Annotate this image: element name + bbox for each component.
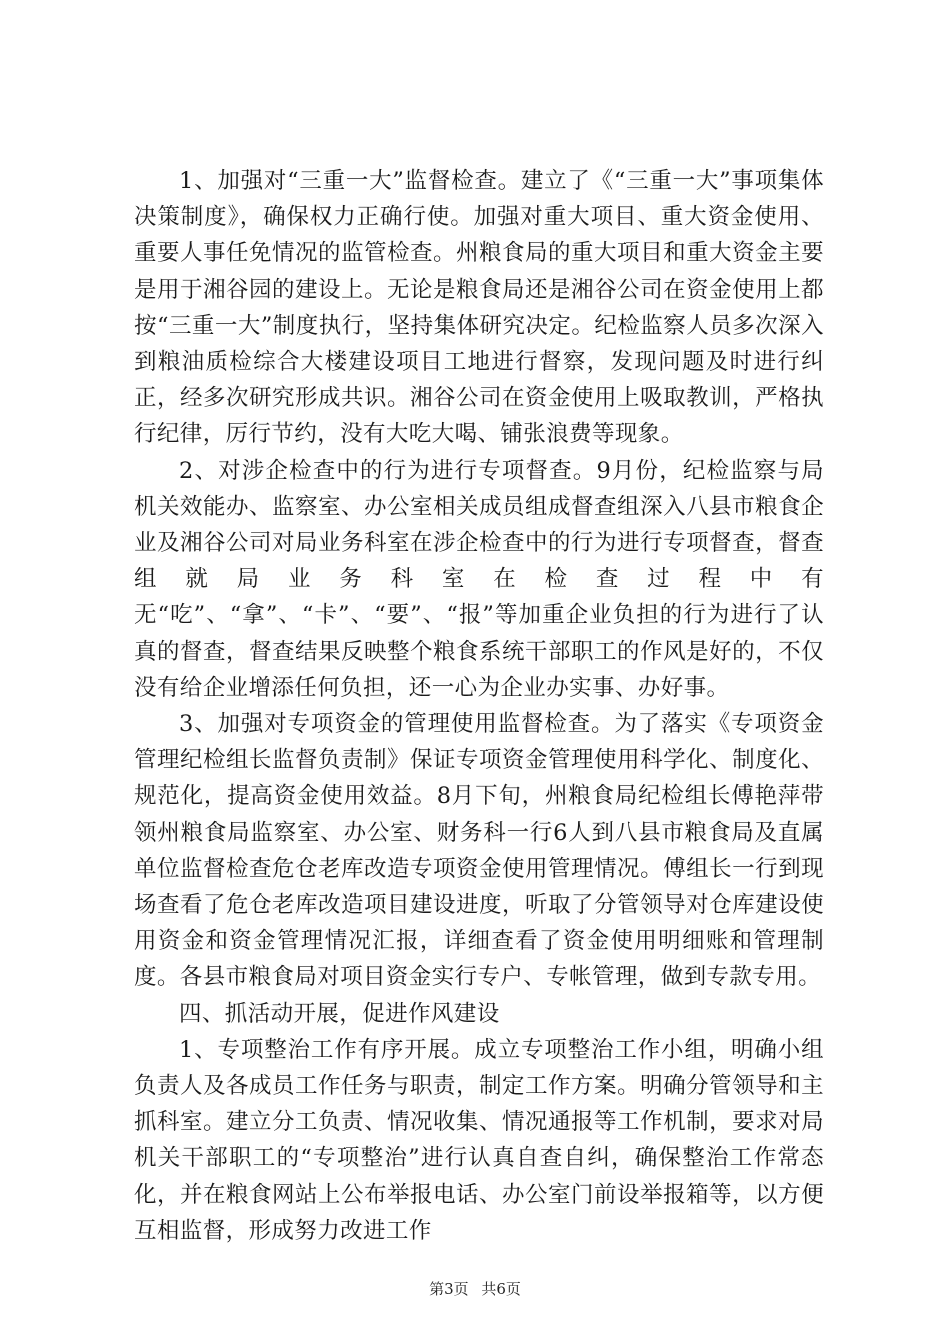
page-number: 第3页 — [429, 1280, 469, 1298]
paragraph-2: 2、对涉企检查中的行为进行专项督查。9月份，纪检监察与局机关效能办、监察室、办公室相关成员组成督查组深入八县市粮食企业及湘谷公司对局业务科室在涉企检查中的行为进行专项督查，督查组就局业务科室在检查过程中有无“吃”、“拿”、“卡”、“要”、“报”等加重企业负担的行为进行了认真的督查，督查结果反映整个粮食系统干部职工的作风是好的，不仅没有给企业增添任何负担，还一心为企业办实事、办好事。 — [134, 457, 824, 701]
paragraph-3: 3、加强对专项资金的管理使用监督检查。为了落实《专项资金管理纪检组长监督负责制》保证专项资金管理使用科学化、制度化、规范化，提高资金使用效益。8月下旬，州粮食局纪检组长傅艳萍带领州粮食局监察室、办公室、财务科一行6人到八县市粮食局及直属单位监督检查危仓老库改造专项资金使用管理情况。傅组长一行到现场查看了危仓老库改造项目建设进度，听取了分管领导对仓库建设使用资金和资金管理情况汇报，详细查看了资金使用明细账和管理制度。各县市粮食局对项目资金实行专户、专帐管理，做到专款专用。 — [134, 711, 824, 991]
page-footer — [0, 1278, 950, 1299]
section-heading: 四、抓活动开展，促进作风建设 — [179, 1000, 500, 1027]
document-body — [134, 163, 824, 1249]
paragraph-1: 1、加强对“三重一大”监督检查。建立了《“三重一大”事项集体决策制度》，确保权力正确行使。加强对重大项目、重大资金使用、重要人事任免情况的监管检查。州粮食局的重大项目和重大资金主要是用于湘谷园的建设上。无论是粮食局还是湘谷公司在资金使用上都按“三重一大”制度执行，坚持集体研究决定。纪检监察人员多次深入到粮油质检综合大楼建设项目工地进行督察，发现问题及时进行纠正，经多次研究形成共识。湘谷公司在资金使用上吸取教训，严格执行纪律，厉行节约，没有大吃大喝、铺张浪费等现象。 — [134, 168, 824, 448]
paragraph-4: 1、专项整治工作有序开展。成立专项整治工作小组，明确小组负责人及各成员工作任务与职责，制定工作方案。明确分管领导和主抓科室。建立分工负责、情况收集、情况通报等工作机制，要求对局机关干部职工的“专项整治”进行认真自查自纠，确保整治工作常态化，并在粮食网站上公布举报电话、办公室门前设举报箱等，以方便互相监督，形成努力改进工作 — [134, 1036, 824, 1244]
page-total: 共6页 — [481, 1280, 521, 1298]
